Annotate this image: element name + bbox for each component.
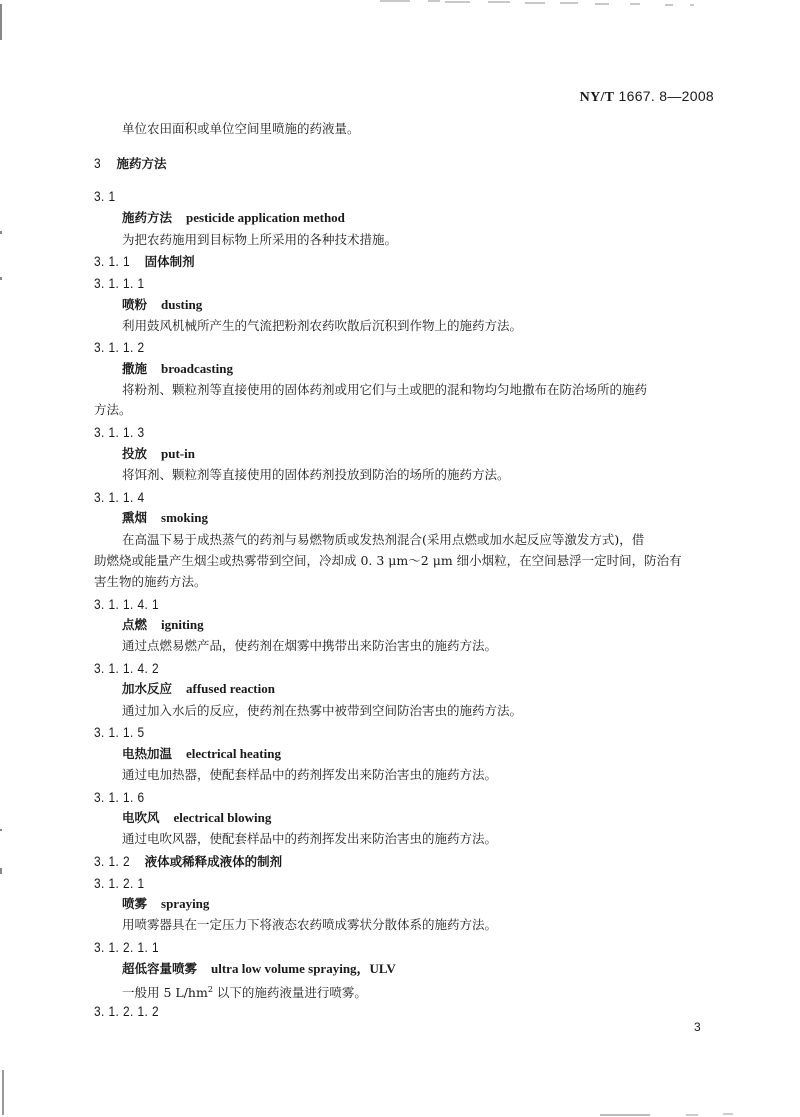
term-zh: 加水反应 [122, 681, 173, 696]
term-zh: 喷雾 [122, 896, 148, 911]
clause-number-3-1-1-6 [94, 789, 153, 807]
term-3-1-2-1-1 [122, 961, 396, 978]
clause-number: 3. 1. 1. 2 [94, 339, 145, 355]
definition-3-1-1-4-2: 通过加入水后的反应，使药剂在热雾中被带到空间防治害虫的施药方法。 [122, 703, 523, 718]
clause-number: 3. 1. 1. 5 [94, 724, 145, 740]
section-number: 3. 1. 2 [94, 853, 131, 869]
definition-text: 以下的施药液量进行喷雾。 [212, 985, 367, 1001]
scan-artifact-left-mark [0, 231, 2, 234]
term-en: igniting [161, 617, 204, 632]
term-3-1 [122, 210, 345, 227]
section-title: 固体制剂 [144, 254, 195, 269]
term-zh: 撒施 [122, 361, 148, 376]
term-en: affused reaction [186, 681, 275, 696]
clause-number-3-1 [94, 188, 119, 206]
term-zh: 电吹风 [122, 810, 160, 825]
section-title: 施药方法 [116, 156, 167, 171]
term-en: put-in [161, 446, 195, 461]
term-3-1-1-4-2 [122, 681, 275, 698]
term-3-1-1-4 [122, 510, 208, 527]
subsection-3-1-1-heading [94, 253, 195, 271]
clause-number-3-1-1-1 [94, 275, 153, 293]
definition-3-1-1-5: 通过电加热器，使配套样品中的药剂挥发出来防治害虫的施药方法。 [122, 767, 498, 782]
definition-3-1-1-3: 将饵剂、颗粒剂等直接使用的固体药剂投放到防治的场所的施药方法。 [122, 467, 510, 482]
clause-number-3-1-1-4-1 [94, 596, 171, 614]
term-3-1-1-4-1 [122, 617, 204, 634]
definition-3-1-1-4-line1: 在高温下易于成热蒸气的药剂与易燃物质或发热剂混合(采用点燃或加水起反应等激发方式)，借 [122, 532, 645, 547]
standard-number: 1667. 8—2008 [618, 88, 714, 104]
standard-prefix: NY/T [579, 90, 615, 105]
clause-number-3-1-2-1-1 [94, 939, 171, 957]
page-number: 3 [694, 1020, 701, 1034]
term-3-1-1-6 [122, 810, 271, 827]
section-3-heading [94, 155, 166, 173]
definition-3-1-1-1: 利用鼓风机械所产生的气流把粉剂农药吹散后沉积到作物上的施药方法。 [122, 318, 523, 333]
term-3-1-1-2 [122, 361, 233, 378]
scan-artifact-left-mark [0, 829, 2, 831]
clause-number-3-1-1-5 [94, 724, 153, 742]
scan-artifact-left-top [0, 4, 2, 40]
clause-number-3-1-2-1-2 [94, 1003, 171, 1021]
superscript: 2 [207, 985, 213, 994]
term-zh: 喷粉 [122, 297, 148, 312]
term-en: electrical heating [186, 746, 281, 761]
clause-number: 3. 1. 1. 4. 2 [94, 660, 160, 676]
definition-3-1-1-4-line2: 助燃烧或能量产生烟尘或热雾带到空间，冷却成 0. 3 μm～2 μm 细小烟粒，在空间悬浮一定时间，防治有 [94, 553, 682, 568]
definition-3-1-1-2-line1: 将粉剂、颗粒剂等直接使用的固体药剂或用它们与土或肥的混和物均匀地撒布在防治场所的施药 [122, 382, 648, 397]
definition-3-1-1-4-line3: 害生物的施药方法。 [94, 574, 207, 589]
term-3-1-1-1 [122, 297, 202, 314]
scan-artifact-left-mark [0, 277, 2, 280]
definition-text: 一般用 5 L/hm [122, 985, 208, 1001]
term-3-1-1-3 [122, 446, 195, 463]
definition-3-1: 为把农药施用到目标物上所采用的各种技术措施。 [122, 232, 398, 247]
term-zh: 电热加温 [122, 746, 173, 761]
clause-number: 3. 1 [94, 188, 116, 204]
definition-3-1-1-2-line2: 方法。 [94, 402, 132, 417]
term-en: pesticide application method [186, 210, 345, 225]
scan-artifact-left-bottom [2, 1070, 4, 1115]
intro-line: 单位农田面积或单位空间里喷施的药液量。 [122, 121, 360, 136]
clause-number: 3. 1. 1. 4. 1 [94, 596, 160, 612]
clause-number: 3. 1. 2. 1 [94, 875, 145, 891]
scan-artifact-left-mark [0, 868, 2, 874]
subsection-3-1-2-heading [94, 853, 282, 871]
term-zh: 点燃 [122, 617, 148, 632]
clause-number: 3. 1. 1. 6 [94, 789, 145, 805]
term-en: spraying [161, 896, 210, 911]
clause-number: 3. 1. 1. 1 [94, 275, 145, 291]
scan-artifact-top [380, 0, 800, 6]
clause-number: 3. 1. 1. 4 [94, 489, 145, 505]
clause-number-3-1-1-2 [94, 339, 153, 357]
clause-number: 3. 1. 2. 1. 1 [94, 939, 160, 955]
clause-number-3-1-2-1 [94, 875, 153, 893]
clause-number-3-1-1-3 [94, 424, 153, 442]
term-en: broadcasting [161, 361, 234, 376]
clause-number-3-1-1-4 [94, 489, 153, 507]
definition-3-1-1-4-1: 通过点燃易燃产品，使药剂在烟雾中携带出来防治害虫的施药方法。 [122, 638, 498, 653]
definition-3-1-1-6: 通过电吹风器，使配套样品中的药剂挥发出来防治害虫的施药方法。 [122, 831, 498, 846]
term-3-1-1-5 [122, 746, 281, 763]
term-en: electrical blowing [173, 810, 272, 825]
standard-code [580, 88, 714, 106]
term-en: smoking [161, 510, 208, 525]
term-zh: 施药方法 [122, 210, 173, 225]
definition-3-1-2-1: 用喷雾器具在一定压力下将液态农药喷成雾状分散体系的施药方法。 [122, 917, 498, 932]
clause-number: 3. 1. 1. 3 [94, 424, 145, 440]
definition-3-1-2-1-1 [122, 982, 367, 1001]
clause-number-3-1-1-4-2 [94, 660, 171, 678]
term-zh: 投放 [122, 446, 148, 461]
term-zh: 熏烟 [122, 510, 148, 525]
clause-number: 3. 1. 2. 1. 2 [94, 1003, 160, 1019]
section-title: 液体或稀释成液体的制剂 [144, 854, 283, 869]
term-en: ultra low volume spraying，ULV [211, 961, 396, 976]
section-number: 3 [94, 155, 102, 171]
term-zh: 超低容量喷雾 [122, 961, 198, 976]
term-3-1-2-1 [122, 896, 209, 913]
section-number: 3. 1. 1 [94, 253, 131, 269]
term-en: dusting [161, 297, 203, 312]
